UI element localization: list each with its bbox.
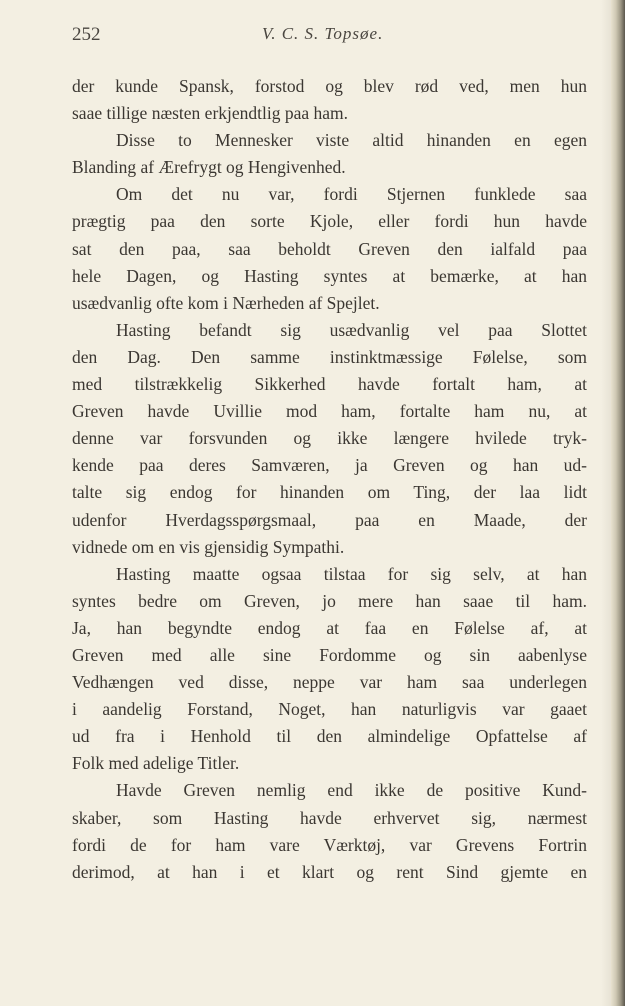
text-line: Hasting maatte ogsaa tilstaa for sig selv, at han: [116, 563, 587, 584]
text-line: skaber, som Hasting havde erhvervet sig, nærmest: [72, 807, 587, 828]
text-line: ud fra i Henhold til den almindelige Opfattelse af: [72, 726, 587, 747]
text-line: saae tillige næsten erkjendtlig paa ham.: [72, 103, 349, 124]
text-line: i aandelig Forstand, Noget, han naturligvis var gaaet: [72, 699, 587, 720]
text-line: syntes bedre om Greven, jo mere han saae til ham.: [72, 590, 587, 611]
text-line: Vedhængen ved disse, neppe var ham saa underlegen: [72, 672, 587, 693]
text-line: udenfor Hverdagsspørgsmaal, paa en Maade, der: [72, 509, 587, 530]
page-gutter-shade: [601, 0, 611, 1006]
text-line: Havde Greven nemlig end ikke de positive Kund-: [116, 780, 587, 801]
text-line: derimod, at han i et klart og rent Sind gjemte en: [72, 861, 587, 882]
text-line: der kunde Spansk, forstod og blev rød ved, men hun: [72, 76, 587, 96]
text-line: denne var forsvunden og ikke længere hvilede tryk-: [72, 428, 587, 449]
text-line: Greven med alle sine Fordomme og sin aabenlyse: [72, 644, 587, 665]
text-line: sat den paa, saa beholdt Greven den ialfald paa: [72, 238, 587, 259]
text-line: talte sig endog for hinanden om Ting, der laa lidt: [72, 482, 587, 503]
text-line: med tilstrækkelig Sikkerhed havde fortalt ham, at: [72, 374, 587, 395]
text-line: Om det nu var, fordi Stjernen funklede saa: [116, 184, 587, 205]
text-line: Folk med adelige Titler.: [72, 753, 240, 774]
text-line: den Dag. Den samme instinktmæssige Følelse, som: [72, 346, 587, 367]
text-line: fordi de for ham vare Værktøj, var Grevens Fortrin: [72, 834, 587, 855]
text-line: vidnede om en vis gjensidig Sympathi.: [72, 536, 345, 557]
text-line: Hasting befandt sig usædvanlig vel paa Slottet: [116, 319, 587, 340]
body-text: [72, 73, 587, 886]
text-line: kende paa deres Samværen, ja Greven og han ud-: [72, 455, 587, 476]
page-edge: [611, 0, 625, 1006]
text-line: Greven havde Uvillie mod ham, fortalte ham nu, at: [72, 401, 587, 422]
text-line: usædvanlig ofte kom i Nærheden af Spejlet.: [72, 292, 380, 313]
text-line: prægtig paa den sorte Kjole, eller fordi hun havde: [72, 211, 587, 232]
text-line: hele Dagen, og Hasting syntes at bemærke, at han: [72, 265, 587, 286]
text-line: Ja, han begyndte endog at faa en Følelse af, at: [72, 617, 587, 638]
running-head-author: V. C. S. Topsøe.: [262, 24, 384, 43]
running-header: [72, 22, 587, 48]
page-number: 252: [72, 24, 101, 45]
text-line: Blanding af Ærefrygt og Hengivenhed.: [72, 157, 346, 178]
text-line: Disse to Mennesker viste altid hinanden en egen: [116, 130, 587, 151]
